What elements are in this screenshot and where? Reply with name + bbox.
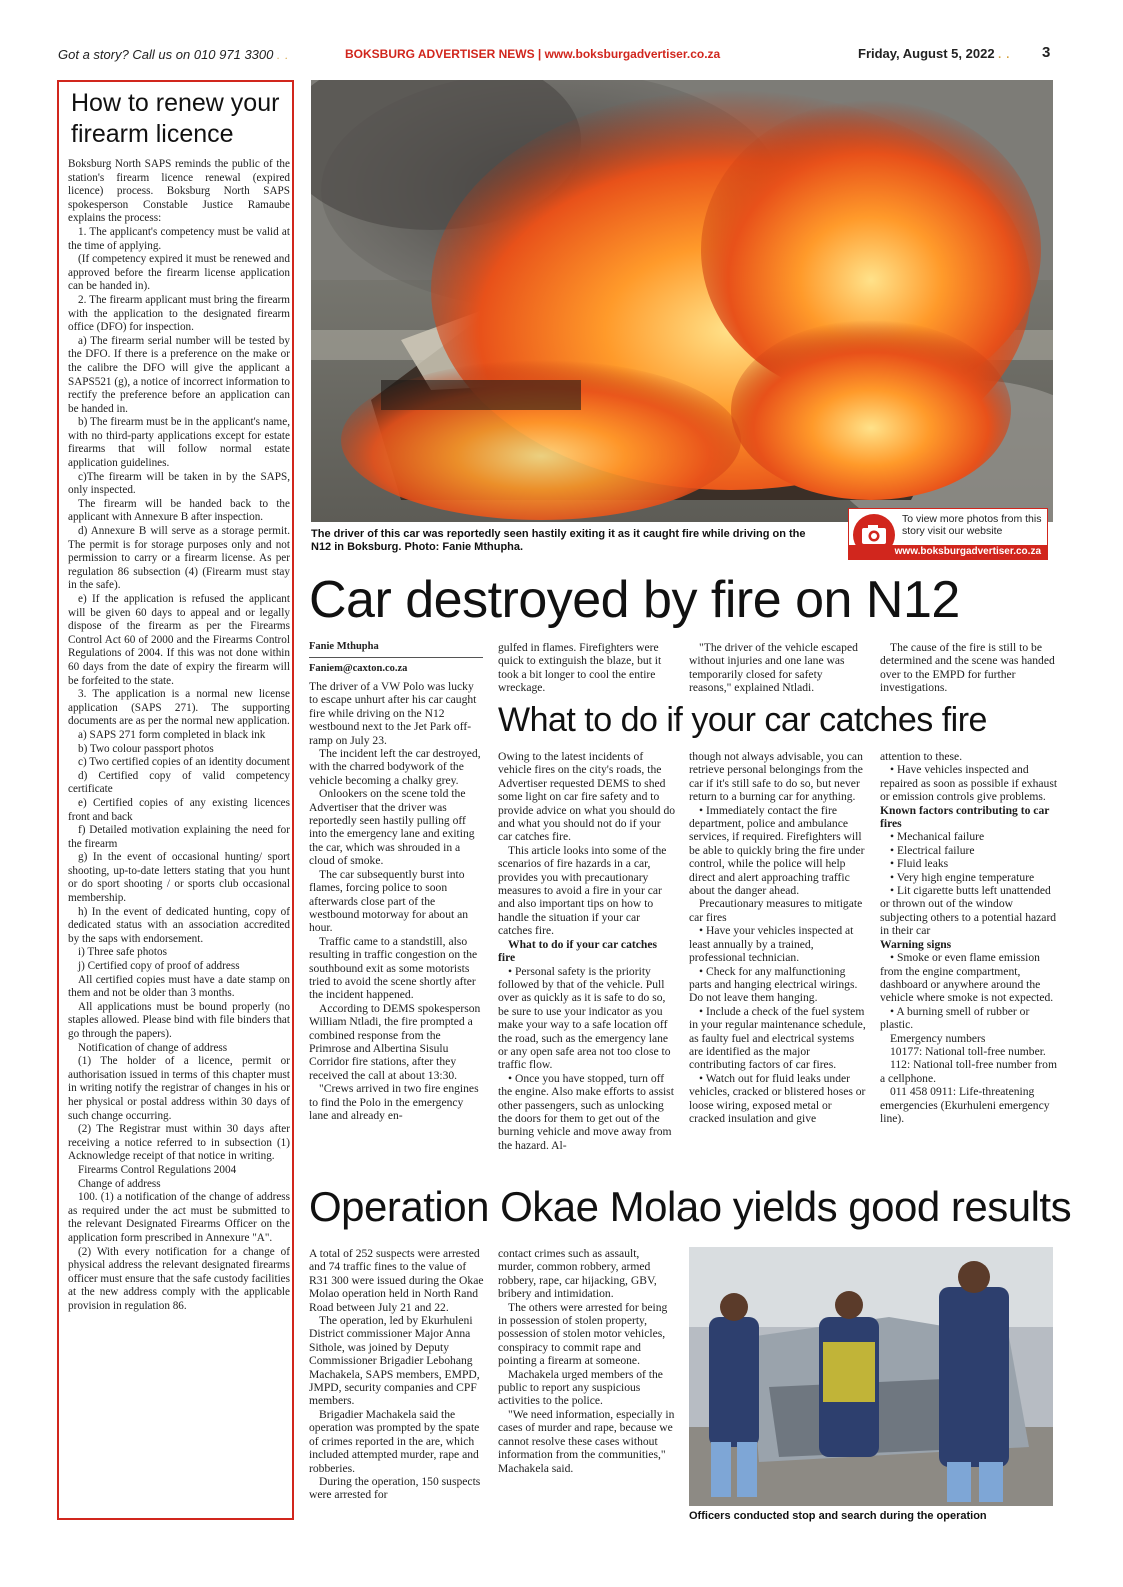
paragraph: The incident left the car destroyed, with the charred bodywork of the vehicle becoming a chalky grey.	[309, 747, 481, 787]
byline-name: Fanie Mthupha	[309, 641, 379, 652]
operation-column-2	[498, 1247, 676, 1527]
paragraph: Boksburg North SAPS reminds the public of the station's firearm licence renewal (expired licence) process. Boksburg North SAPS spokesperson Constable Justice Ramaube explains the process:	[68, 158, 290, 225]
car-fire-column-1	[309, 680, 485, 1170]
paragraph: 1. The applicant's competency must be valid at the time of applying.	[68, 225, 290, 252]
paragraph: • Have your vehicles inspected at least annually by a trained, professional technician.	[689, 924, 854, 965]
paragraph: Owing to the latest incidents of vehicle fires on the city's roads, the Advertiser requested DEMS to shed some light on car fire safety and to provide advice on what you should do and what you should not do if your car catches fire.	[498, 750, 676, 844]
paragraph: • Watch out for fluid leaks under vehicles, cracked or blistered hoses or loose wiring, exposed metal or cracked insulation and give	[689, 1071, 866, 1125]
car-fire-column-3: "The driver of the vehicle escaped without injuries and one lane was temporarily closed for safety reasons," explained Ntladi.	[689, 641, 858, 695]
paragraph: Warning signs	[880, 937, 952, 951]
paragraph: Onlookers on the scene told the Advertiser that the driver was reportedly seen hastily pulling off into the emergency lane and exiting the car, which was shrouded in a cloud of smoke.	[309, 787, 475, 868]
paragraph: Known factors contributing to car fires	[880, 803, 1050, 831]
paragraph: (If competency expired it must be renewed and approved before the firearm license application can be handed in).	[68, 253, 290, 293]
byline-email[interactable]: Faniem@caxton.co.za	[309, 663, 408, 674]
sidebar-body	[68, 158, 290, 1508]
paragraph: f) Detailed motivation explaining the need for the firearm	[68, 824, 290, 850]
paragraph: A total of 252 suspects were arrested and 74 traffic fines to the value of R31 300 were issued during the Okae Molao operation held in North Rand Road between July 21 and 22.	[309, 1247, 484, 1314]
paragraph: (2) With every notification for a change of physical address the relevant designated firearms officer must ensure that the safe custody facilities at the new address comply with the applicable provision in regulation 86.	[68, 1245, 290, 1312]
website-promo[interactable]	[848, 508, 1048, 560]
paragraph: c)The firearm will be taken in by the SAPS, only inspected.	[68, 470, 290, 497]
paragraph: (2) The Registrar must within 30 days after receiving a notice referred to in subsection (1) Acknowledge receipt of that notice in writing.	[68, 1123, 290, 1163]
sidebar-title: How to renew your firearm licence	[71, 89, 280, 148]
paragraph: All certified copies must have a date stamp on them and not be older than 3 months.	[68, 973, 290, 1000]
paragraph: g) In the event of occasional hunting/ sport shooting, up-to-date letters stating that you hunt or do sport shooting / or sports club occasional membership.	[68, 851, 290, 905]
paragraph: h) In the event of dedicated hunting, copy of dedicated status with an association accredited by the saps with endorsement.	[68, 905, 290, 945]
paragraph: • Fluid leaks	[890, 857, 949, 871]
paragraph: Brigadier Machakela said the operation was prompted by the spate of crimes reported in the are, which included attempted murder, rape and robberies.	[309, 1407, 480, 1475]
paragraph: • Have vehicles inspected and repaired as soon as possible if exhaust or emission controls give problems.	[880, 763, 1058, 804]
paragraph: The car subsequently burst into flames, forcing police to soon afterwards close part of the westbound motorway for about an hour.	[309, 867, 469, 935]
header-hotline: Got a story? Call us on 010 971 3300 . .	[58, 47, 290, 62]
car-fire-photo	[311, 80, 1053, 522]
paragraph: The operation, led by Ekurhuleni District commissioner Major Anna Sithole, was joined by Deputy Commissioner Brigadier Lebohang Machakela, SAPS members, EMPD, JMPD, security companies and CPF members.	[309, 1314, 480, 1408]
paragraph: e) Certified copies of any existing licences front and back	[68, 796, 290, 823]
firearm-licence-sidebar	[57, 80, 294, 1520]
header-publication[interactable]: BOKSBURG ADVERTISER NEWS | www.boksburgadvertiser.co.za	[345, 47, 721, 61]
paragraph: 2. The firearm applicant must bring the firearm with the application to the designated firearm office (DFO) for inspection.	[68, 293, 290, 334]
paragraph: contact crimes such as assault, murder, common robbery, armed robbery, rape, car hijacking, GBV, bribery and intimidation.	[498, 1247, 657, 1301]
paragraph: "Crews arrived in two fire engines to find the Polo in the emergency lane and already en-	[309, 1082, 479, 1122]
paragraph: Notification of change of address	[78, 1041, 228, 1054]
byline	[309, 640, 483, 676]
paragraph: a) The firearm serial number will be tested by the DFO. If there is a preference on the make or the calibre the DFO will give the applicant a SAPS521 (g), a notice of incorrect information to rectify the preference before an application can be handed in.	[68, 334, 290, 415]
car-fire-column-4: The cause of the fire is still to be determined and the scene was handed over to the EMPD for further investigations.	[880, 641, 1055, 695]
what-to-do-column-2	[689, 750, 867, 1178]
police-officers-image	[689, 1247, 1053, 1506]
paragraph: (1) The holder of a licence, permit or authorisation issued in terms of this chapter must in writing notify the registrar of changes in his or her physical or postal address within 30 days of such change occurring.	[68, 1055, 290, 1122]
paragraph: • Electrical failure	[890, 843, 975, 857]
paragraph: Change of address	[78, 1177, 161, 1190]
what-to-do-column-3	[880, 750, 1058, 1178]
paragraph: 112: National toll-free number from a cellphone.	[880, 1058, 1057, 1085]
byline-divider	[309, 657, 483, 658]
paragraph: a) SAPS 271 form completed in black ink	[78, 728, 266, 741]
paragraph: • A burning smell of rubber or plastic.	[880, 1004, 1030, 1032]
paragraph: The firearm will be handed back to the applicant with Annexure B after inspection.	[68, 497, 290, 524]
paragraph: 3. The application is a normal new license application (SAPS 271). The supporting documents are as per the normal new application.	[68, 688, 290, 728]
promo-text: To view more photos from this story visit our website	[902, 513, 1042, 537]
car-fire-caption: The driver of this car was reportedly seen hastily exiting it as it caught fire while driving on the N12 in Boksburg. Photo: Fanie Mthupha.	[311, 528, 806, 553]
paragraph: According to DEMS spokesperson William Ntladi, the fire prompted a combined response from the Primrose and Albertina Sisulu Corridor fire stations, after they received the call at about 13:30.	[309, 1001, 481, 1082]
operation-column-1	[309, 1247, 485, 1527]
paragraph: Machakela urged members of the public to report any suspicious activities to the police.	[498, 1367, 663, 1408]
page-number: 3	[1042, 44, 1051, 61]
paragraph: i) Three safe photos	[78, 946, 167, 959]
paragraph: Emergency numbers	[890, 1031, 986, 1045]
operation-headline: Operation Okae Molao yields good results	[309, 1183, 1072, 1230]
paragraph: d) Certified copy of valid competency certificate	[68, 769, 290, 796]
paragraph: During the operation, 150 suspects were arrested for	[309, 1474, 481, 1502]
paragraph: • Personal safety is the priority followed by that of the vehicle. Pull over as quickly as it is safe to do so, be sure to use your indicator as you make your way to a safe location off the road, such as the emergency lane or any open safe area not too close to traffic flow.	[498, 964, 671, 1072]
burning-car-image	[311, 80, 1053, 522]
what-to-do-headline: What to do if your car catches fire	[498, 701, 987, 739]
paragraph: Firearms Control Regulations 2004	[78, 1163, 237, 1176]
paragraph: "We need information, especially in cases of murder and rape, because we cannot resolve these cases without information from the communities," Machakela said.	[498, 1407, 675, 1475]
paragraph: • Very high engine temperature	[890, 870, 1035, 884]
paragraph: • Lit cigarette butts left unattended or thrown out of the window subjecting others to a potential hazard in their car	[880, 884, 1057, 938]
paragraph: 011 458 0911: Life-threatening emergencies (Ekurhuleni emergency line).	[880, 1085, 1050, 1125]
paragraph: • Immediately contact the fire department, police and ambulance services, if required. Firefighters will be able to quickly bring the fire under control, while the police will help direct and alert approaching traffic about the danger ahead.	[689, 803, 865, 898]
paragraph: j) Certified copy of proof of address	[78, 960, 240, 973]
paragraph: The driver of a VW Polo was lucky to escape unhurt after his car caught fire while driving on the N12 westbound next to the Jet Park off-ramp on July 23.	[309, 680, 477, 747]
paragraph: though not always advisable, you can retrieve personal belongings from the car if it's still safe to do so, but never return to a burning car for anything.	[689, 750, 863, 804]
paragraph: b) The firearm must be in the applicant's name, with no third-party applications except for estate firearms that will follow normal estate application guidelines.	[68, 416, 290, 470]
paragraph: 100. (1) a notification of the change of address as required under the act must be submitted to the relevant Designated Firearms Officer on the application form prescribed in Annexure "A".	[68, 1191, 290, 1244]
paragraph: What to do if your car catches fire	[498, 937, 657, 965]
paragraph: c) Two certified copies of an identity document	[78, 756, 290, 769]
what-to-do-column-1	[498, 750, 676, 1178]
header-date: Friday, August 5, 2022 . .	[858, 46, 1011, 61]
paragraph: • Mechanical failure	[890, 830, 985, 844]
car-fire-column-2: gulfed in flames. Firefighters were quick to extinguish the blaze, but it took a bit longer to cool the entire wreckage.	[498, 641, 662, 695]
paragraph: • Smoke or even flame emission from the engine compartment, dashboard or anywhere around the vehicle where smoke is not expected.	[880, 951, 1054, 1005]
paragraph: • Include a check of the fuel system in your regular maintenance schedule, as faulty fuel and electrical systems are identified as the major contributing factors of car fires.	[689, 1004, 866, 1072]
paragraph: The others were arrested for being in possession of stolen property, possession of stolen motor vehicles, conspiracy to commit rape and pointing a firearm at someone.	[498, 1300, 668, 1368]
paragraph: d) Annexure B will serve as a storage permit. The permit is for storage purposes only and not permission to carry or a firearm license. As per regulation 86 subsection (4) (Firearm must stay in the safe).	[68, 525, 290, 592]
paragraph: • Once you have stopped, turn off the engine. Also make efforts to assist other passengers, such as unlocking the doors for them to get out of the burning vehicle and move away from the hazard. Al-	[498, 1071, 674, 1152]
paragraph: e) If the application is refused the applicant will be given 60 days to appeal and or legally dispose of the firearm as per the Firearms Control Act 60 of 2000 and the Firearms Control Regulations of 2004. If this was not done within 60 days from the date of expiry the firearm will be forfeited to the state.	[68, 593, 290, 687]
paragraph: All applications must be bound properly (no staples allowed. Please bind with file binders that go through the papers).	[68, 1000, 290, 1040]
promo-url[interactable]: www.boksburgadvertiser.co.za	[849, 545, 1047, 559]
police-operation-photo	[689, 1247, 1053, 1506]
paragraph: • Check for any malfunctioning parts and hanging electrical wirings. Do not leave them hanging.	[689, 964, 858, 1005]
police-photo-caption: Officers conducted stop and search during the operation	[689, 1510, 987, 1522]
paragraph: Precautionary measures to mitigate car fires	[689, 897, 863, 924]
paragraph: 10177: National toll-free number.	[890, 1044, 1046, 1058]
paragraph: b) Two colour passport photos	[78, 742, 214, 755]
paragraph: This article looks into some of the scenarios of fire hazards in a car, provides you with precautionary measures to avoid a fire in your car and also important tips on how to handle the situation if your car catches fire.	[498, 843, 667, 938]
paragraph: Traffic came to a standstill, also resulting in traffic congestion on the southbound exit as some motorists tried to avoid the scene shortly after the incident happened.	[309, 934, 478, 1002]
paragraph: attention to these.	[880, 750, 963, 763]
car-fire-headline: Car destroyed by fire on N12	[309, 571, 960, 629]
